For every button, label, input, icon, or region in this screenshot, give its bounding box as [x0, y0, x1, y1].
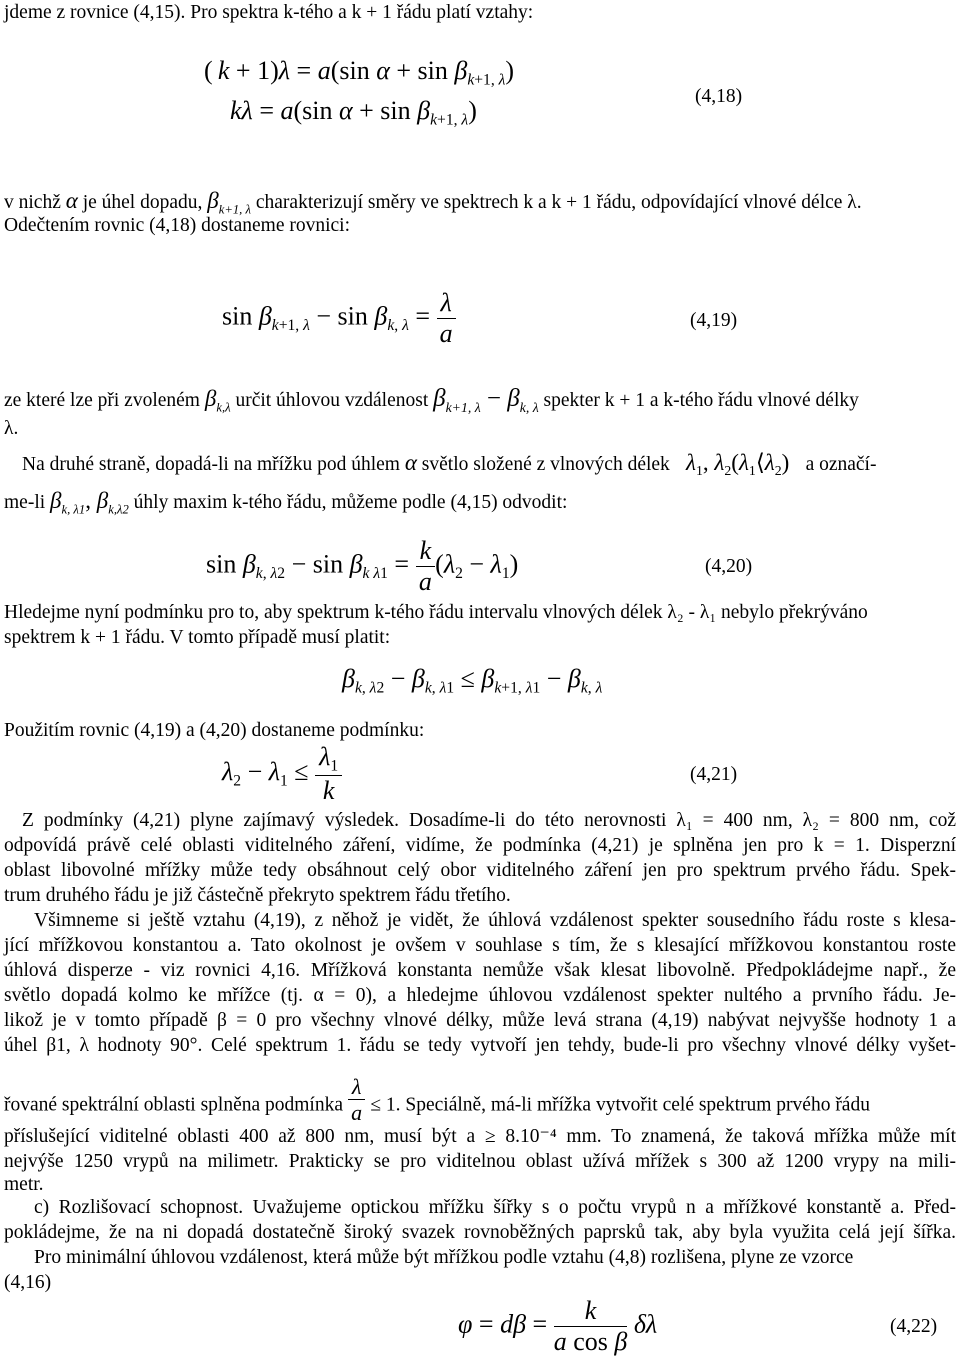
- paragraph-result-line: Z podmínky (4,21) plyne zajímavý výsledek. Dosadíme-li do této nerovnosti λ₁ = 400 nm, λ₂ = 800 nm, což: [22, 810, 956, 831]
- equation-4-22: φ = dβ = $\frac{k}{\text{a cos β}}$ δλ: [458, 1296, 658, 1356]
- paragraph-angular-line: světlo dopadá kolmo ke mřížce (tj. α = 0), a hledejme úhlovou vzdálenost spekter nultého a prvního řádu. Je-: [4, 985, 956, 1006]
- equation-number-4-21: (4,21): [690, 764, 738, 785]
- equation-inequality: $\beta_{k, \lambda 2} - \beta_{k, \lambda 1} \le \beta_{k+1, \lambda 1} - \beta_{k, \lambda}$: [342, 664, 603, 697]
- text-line-subtraction: Odečtením rovnic (4,18) dostaneme rovnici:: [4, 215, 351, 236]
- text-line-incidence: v nichž α je úhel dopadu, $\beta_{k+1, \lambda}$ charakterizují směry ve spektrech k a k + 1 řádu, odpovídající vlnové délce λ.: [4, 188, 862, 217]
- paragraph-angular-line: úhlová disperze - viz rovnici 4,16. Mřížková konstanta nemůže však klesat libovolně. Předpokládejme např., že: [4, 960, 956, 981]
- equation-number-4-18: (4,18): [695, 86, 743, 107]
- equation-4-19: $\sin \beta_{k+1, \lambda} - \sin \beta_{k, \lambda}$ = $\frac{\lambda}{a}$: [222, 288, 456, 349]
- equation-number-4-22: (4,22): [890, 1316, 938, 1337]
- paragraph-result-line: odpovídá právě celé oblasti viditelného záření, vidíme, že podmínka (4,21) je splněna jen pro k = 1. Disperzní: [4, 835, 956, 856]
- paragraph-angular-line: Všimneme si ještě vztahu (4,19), z něhož je vidět, že úhlová vzdálenost spekter sousedního řádu roste s klesa-: [34, 910, 956, 931]
- text-line-betas: me-li $\beta_{k, \lambda 1}$, $\beta_{k,\lambda 2}$ úhly maxim k-tého řádu, můžeme podle (4,15) odvodit:: [4, 488, 568, 517]
- equation-number-4-19: (4,19): [690, 310, 738, 331]
- equation-4-18-a: ( k + 1)λ = a(sin $\alpha + \sin \beta_{k+1, \lambda}$): [204, 56, 515, 89]
- paragraph-resolution-line: c) Rozlišovací schopnost. Uvažujeme optickou mřížku šířky s o počtu vrypů n a mřížkové konstantě a. Před-: [34, 1197, 956, 1218]
- paragraph-visible-line: příslušející viditelné oblasti 400 až 800 nm, musí být a ≥ 8.10⁻⁴ mm. To znamená, že taková mřížka může mít: [4, 1126, 956, 1147]
- text-line-condition: Hledejme nyní podmínku pro to, aby spektrum k-tého řádu intervalu vlnových délek λ₂ - λ₁ nebylo překrýváno: [4, 602, 868, 623]
- paragraph-angular-line: jící mřížkovou konstantou a. Tato okolnost je ovšem v souhlase s tím, že s klesající mřížkovou konstantou roste: [4, 935, 956, 956]
- paragraph-resolution-line: Pro minimální úhlovou vzdálenost, která může být mřížkou podle vztahu (4,8) rozlišena, plyne ze vzorce: [34, 1247, 854, 1268]
- paragraph-resolution-line: (4,16): [4, 1272, 52, 1293]
- paragraph-resolution-line: pokládejme, že na ni dopadá dostatečně široký svazek rovnoběžných paprsků tak, aby byla využita celá její šířka.: [4, 1222, 956, 1243]
- equation-4-18-b: kλ = a(sin $\alpha + \sin \beta_{k+1, \lambda}$): [230, 96, 477, 129]
- equation-4-20: $\sin \beta_{k, \lambda 2} - \sin \beta_{k \lambda 1}$ = $\frac{k}{a}$ $(\lambda_2 - \lambda_1)$: [206, 536, 519, 596]
- text-line-spectrum: spektrem k + 1 řádu. V tomto případě musí platit:: [4, 627, 391, 648]
- paragraph-visible-line: metr.: [4, 1174, 44, 1195]
- equation-number-4-20: (4,20): [705, 556, 753, 577]
- text-line-using: Použitím rovnic (4,19) a (4,20) dostaneme podmínku:: [4, 720, 425, 741]
- paragraph-result-line: oblast libovolné mřížky může tedy obsáhnout celý obor viditelného záření jen pro spektrum prvého řádu. Spek-: [4, 860, 956, 881]
- text-line-lambda: λ.: [4, 418, 19, 439]
- paragraph-angular-line: úhel β1, λ hodnoty 90°. Celé spektrum 1. řádu se tedy vytvoří jen tehdy, bude-li pro všechny vlnové délky vyšet-: [4, 1035, 956, 1056]
- text-line-angular-distance: ze které lze při zvoleném $\beta_{k,\lambda}$ určit úhlovou vzdálenost $\beta_{k+1, \lambda} - \beta_{k, \lambda}$ spekter k + 1 a k-tého řádu vlnové délky: [4, 385, 859, 416]
- paragraph-angular-line: likož je v tomto případě β = 0 pro všechny vlnové délky, může levá strana (4,19) nabývat nejvyšše hodnoty 1 a: [4, 1010, 956, 1031]
- equation-4-21: $\lambda_2 - \lambda_1$ ≤ $\frac{\lambda_1}{k}$: [222, 742, 342, 806]
- text-line-other-side: Na druhé straně, dopadá-li na mřížku pod úhlem α světlo složené z vlnových délek $\lambda_1$, $\lambda_2(\lambda_1⟨\lambda_2)$ a označí-: [22, 450, 877, 478]
- paragraph-visible-line: nejvýše 1250 vrypů na milimetr. Prakticky se pro viditelnou oblast užívá mřížek s 300 až 1200 vrypy na mili-: [4, 1151, 956, 1172]
- text-line-fraction-condition: řované spektrální oblasti splněna podmínka $\frac{\lambda}{a}$ ≤ 1. Speciálně, má-li mřížka vytvořit celé spektrum prvého řádu: [4, 1074, 870, 1126]
- text-line-intro: jdeme z rovnice (4,15). Pro spektra k-tého a k + 1 řádu platí vztahy:: [4, 2, 534, 23]
- paragraph-result-line: trum druhého řádu je již částečně překryto spektrem řádu třetího.: [4, 885, 511, 906]
